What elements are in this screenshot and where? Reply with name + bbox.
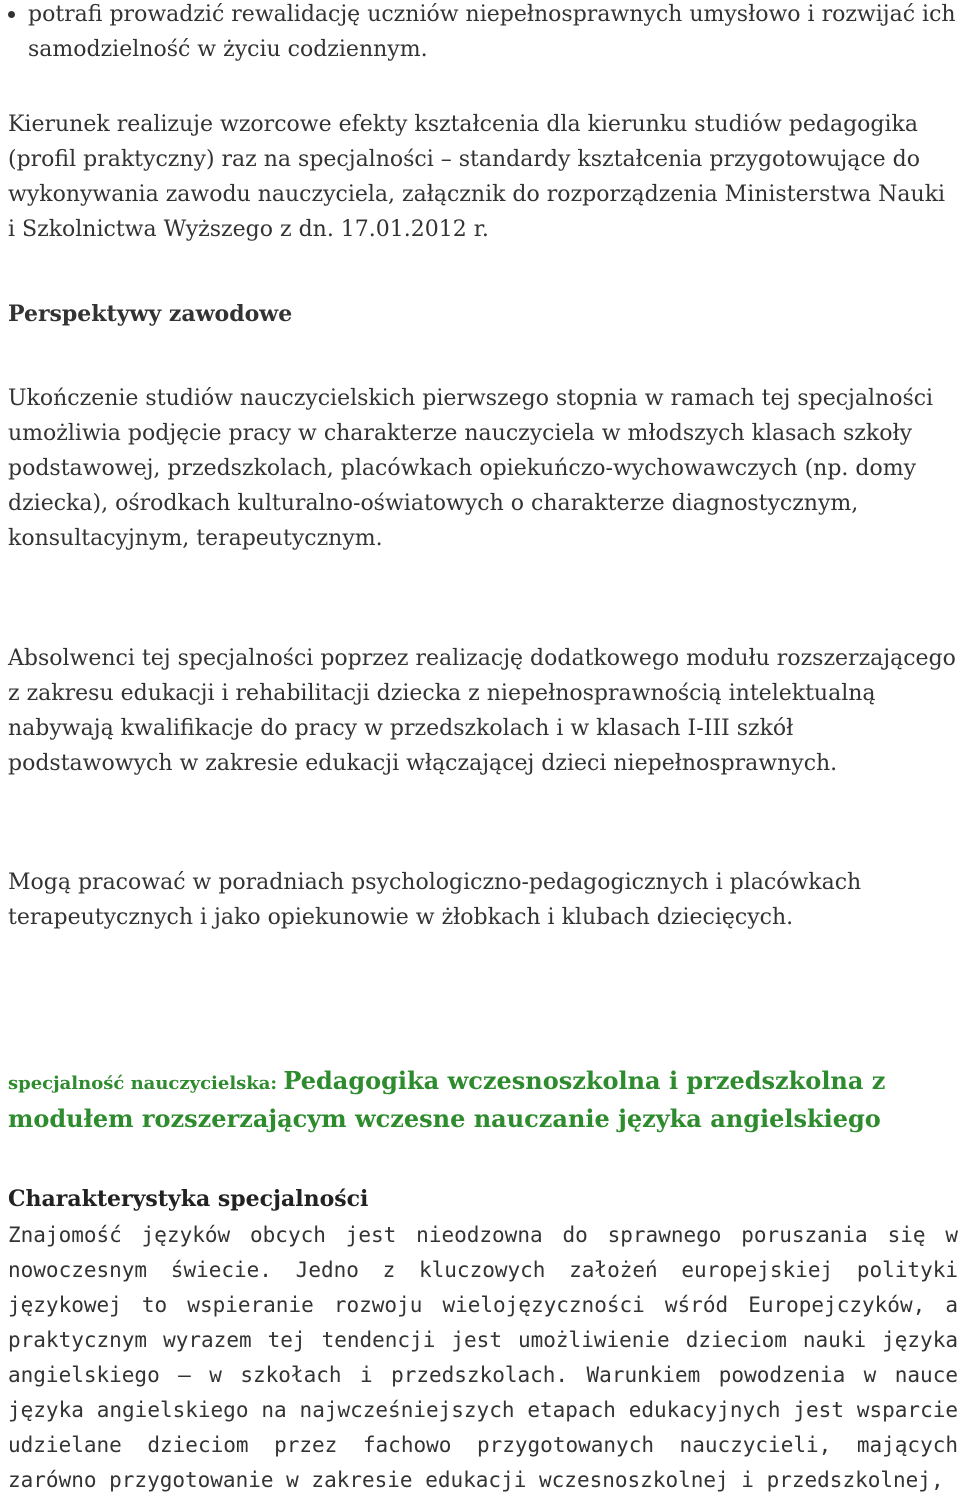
paragraph-graduates: Absolwenci tej specjalności poprzez realizację dodatkowego modułu rozszerzającego z zakresu edukacji i rehabilitacji dziecka z niepełnosprawnością intelektualną nabywają kwalifikacje do pracy w przedszkolach i w klasach I-III szkół podstawowych w zakresie edukacji włączającej dzieci niepełnosprawnych. [8, 646, 956, 776]
paragraph-workplaces: Mogą pracować w poradniach psychologiczno-pedagogicznych i placówkach terapeutycznych i jako opiekunowie w żłobkach i klubach dziecięcych. [8, 870, 862, 930]
specialization-prefix: specjalność nauczycielska: [8, 1073, 284, 1094]
list-item [28, 0, 960, 67]
skills-bullet-list [0, 0, 960, 67]
paragraph-learning-outcomes: Kierunek realizuje wzorcowe efekty kształcenia dla kierunku studiów pedagogika (profil praktyczny) raz na specjalności – standardy kształcenia przygotowujące do wykonywania zawodu nauczyciela, załącznik do rozporządzenia Ministerstwa Nauki i Szkolnictwa Wyższego z dn. 17.01.2012 r. [8, 112, 946, 242]
paragraph-career-options: Ukończenie studiów nauczycielskich pierwszego stopnia w ramach tej specjalności umożliwia podjęcie pracy w charakterze nauczyciela w młodszych klasach szkoły podstawowej, przedszkolach, placówkach opiekuńczo-wychowawczych (np. domy dziecka), ośrodkach kulturalno-oświatowych o charakterze diagnostycznym, konsultacyjnym, terapeutycznym. [8, 386, 934, 551]
heading-career-prospects: Perspektywy zawodowe [8, 301, 293, 327]
list-item-text: potrafi prowadzić rewalidację uczniów niepełnosprawnych umysłowo i rozwijać ich samodzielność w życiu codziennym. [28, 2, 956, 62]
paragraph-language-knowledge: Znajomość języków obcych jest nieodzowna do sprawnego poruszania się w nowoczesnym świecie. Jedno z kluczowych założeń europejskiej polityki językowej to wspieranie rozwoju wielojęzyczności wśród Europejczyków, a praktycznym wyrazem tej tendencji jest umożliwienie dzieciom nauki języka angielskiego – w szkołach i przedszkolach. Warunkiem powodzenia w nauce języka angielskiego na najwcześniejszych etapach edukacyjnych jest wsparcie udzielane dzieciom przez fachowo przygotowanych nauczycieli, mających zarówno przygotowanie w zakresie edukacji wczesnoszkolnej i przedszkolnej, [8, 1223, 958, 1492]
specialization-title: Pedagogika wczesnoszkolna i przedszkolna z modułem rozszerzającym wczesne nauczanie języka angielskiego [8, 1066, 886, 1133]
specialization-heading [8, 1063, 958, 1138]
bullet-point-icon [8, 11, 15, 18]
heading-specialization-characteristics: Charakterystyka specjalności [8, 1186, 369, 1212]
